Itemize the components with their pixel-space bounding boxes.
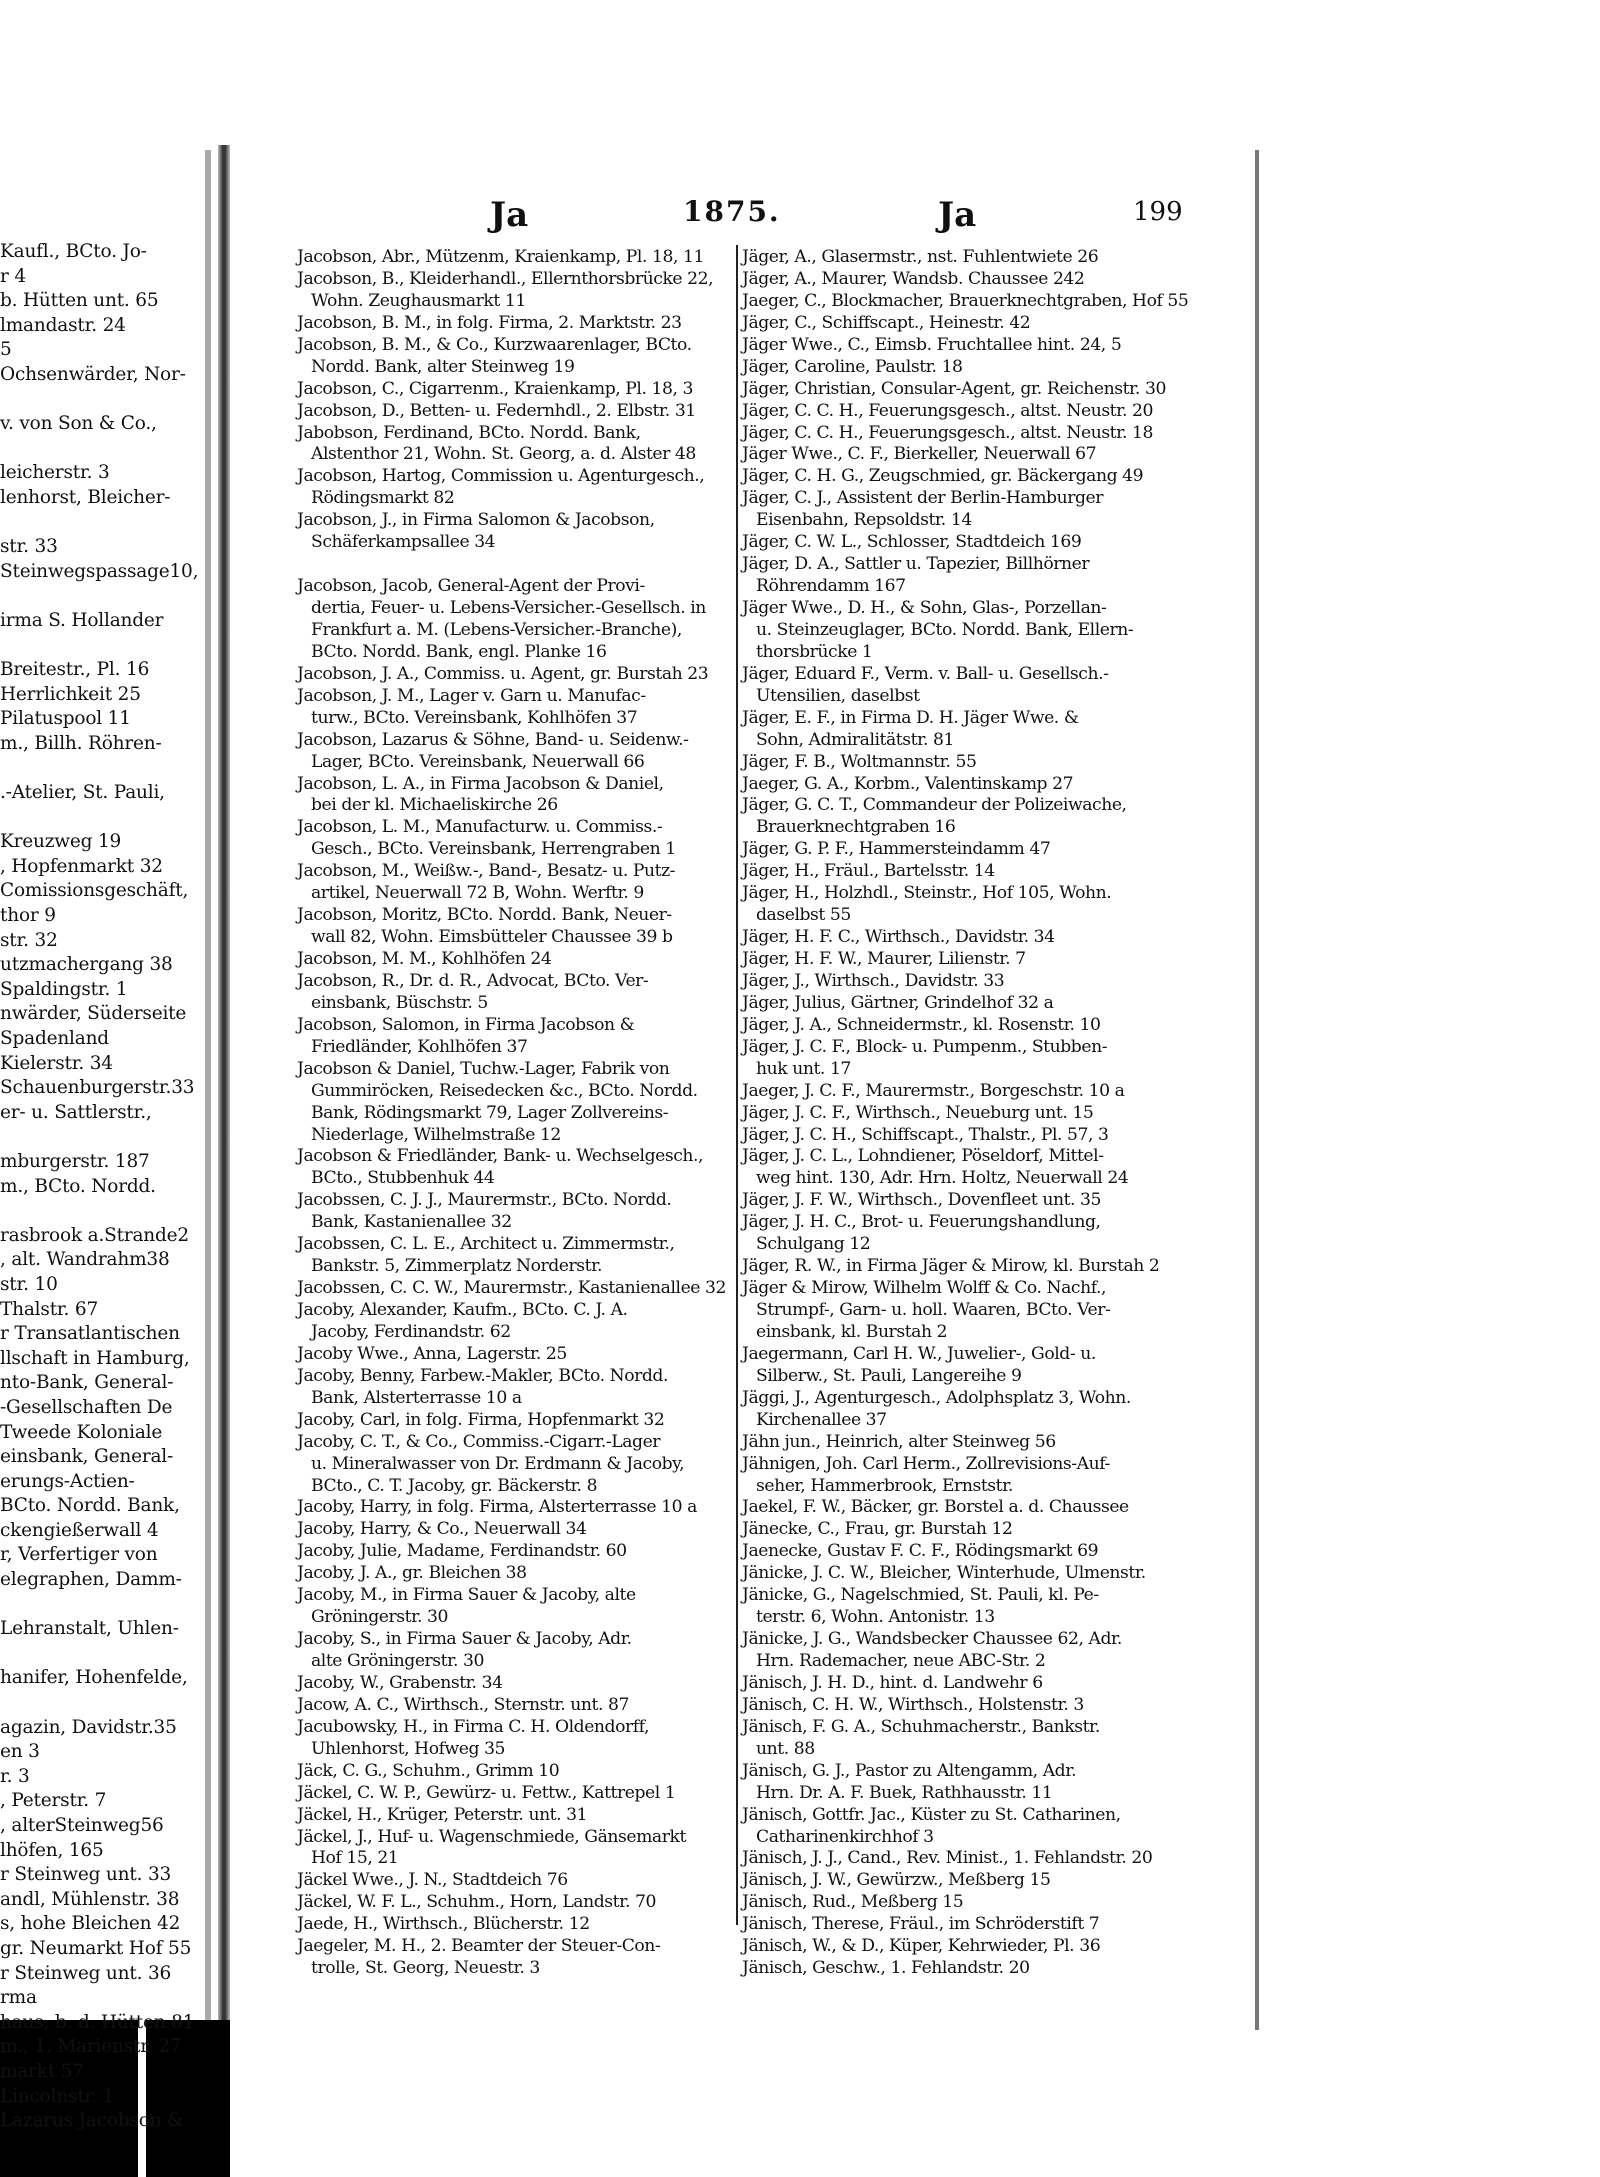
prev-page-line: er- u. Sattlerstr., <box>0 1101 152 1123</box>
prev-page-line: r Steinweg unt. 36 <box>0 1962 172 1984</box>
directory-entry-line: Jänisch, Gottfr. Jac., Küster zu St. Catharinen, <box>742 1804 1121 1825</box>
directory-entry-line: einsbank, Büschstr. 5 <box>311 992 488 1013</box>
directory-entry-line: Schäferkampsallee 34 <box>311 532 496 553</box>
header-left-label: Ja <box>490 195 529 235</box>
directory-entry-line: Jänisch, G. J., Pastor zu Altengamm, Adr. <box>742 1760 1077 1781</box>
directory-entry-line: Jacobssen, C. L. E., Architect u. Zimmermstr., <box>297 1234 675 1255</box>
directory-entry-line: Jänisch, J. J., Cand., Rev. Minist., 1. Fehlandstr. 20 <box>742 1848 1153 1869</box>
directory-entry-line: Brauerknechtgraben 16 <box>756 817 956 838</box>
directory-entry-line: Jäger, C. C. H., Feuerungsgesch., altst. Neustr. 18 <box>742 422 1154 443</box>
directory-entry-line: u. Mineralwasser von Dr. Erdmann & Jacoby, <box>311 1453 685 1474</box>
directory-entry-line: u. Steinzeuglager, BCto. Nordd. Bank, Ellern- <box>756 619 1134 640</box>
prev-page-line: hanifer, Hohenfelde, <box>0 1667 188 1689</box>
directory-entry-line: Jäckel, H., Krüger, Peterstr. unt. 31 <box>297 1804 588 1825</box>
prev-page-line: Schauenburgerstr.33 <box>0 1077 195 1099</box>
prev-page-line <box>0 388 200 413</box>
directory-entry-line: Jaekel, F. W., Bäcker, gr. Borstel a. d. Chaussee <box>742 1497 1129 1518</box>
directory-entry-line: Jänecke, C., Frau, gr. Burstah 12 <box>742 1519 1013 1540</box>
prev-page-line: Comissionsgeschäft, <box>0 880 189 902</box>
directory-entry-line: Hrn. Dr. A. F. Buek, Rathhausstr. 11 <box>756 1782 1053 1803</box>
directory-entry-line: Jäger, J. H. C., Brot- u. Feuerungshandlung, <box>742 1212 1101 1233</box>
directory-entry-line: Jäger, Julius, Gärtner, Grindelhof 32 a <box>742 992 1054 1013</box>
prev-page-line: Steinwegspassage10, <box>0 560 199 582</box>
directory-entry-line: Jäger, A., Maurer, Wandsb. Chaussee 242 <box>742 268 1085 289</box>
prev-page-line: , alt. Wandrahm38 <box>0 1249 170 1271</box>
prev-page-line: Lincolnstr. 1 <box>0 2085 115 2107</box>
directory-entry-line: Jäger, Caroline, Paulstr. 18 <box>742 356 963 377</box>
directory-entry-line: Jähnigen, Joh. Carl Herm., Zollrevisions-Auf- <box>742 1453 1110 1474</box>
directory-entry-line: Jaegeler, M. H., 2. Beamter der Steuer-Con- <box>297 1936 661 1957</box>
directory-entry-line: Jäger & Mirow, Wilhelm Wolff & Co. Nachf., <box>742 1278 1107 1299</box>
prev-page-line <box>0 1691 200 1716</box>
prev-page-line: m., Billh. Röhren- <box>0 732 162 754</box>
directory-entry-line: Bank, Rödingsmarkt 79, Lager Zollvereins- <box>311 1102 669 1123</box>
directory-entry-line: Jacoby, C. T., & Co., Commiss.-Cigarr.-Lager <box>297 1431 661 1452</box>
directory-entry-line: Jacobson, Hartog, Commission u. Agenturgesch., <box>297 466 705 487</box>
prev-page-line: agazin, Davidstr.35 <box>0 1716 177 1738</box>
directory-entry-line: Jäckel Wwe., J. N., Stadtdeich 76 <box>297 1870 568 1891</box>
directory-entry-line: Jacobson, Salomon, in Firma Jacobson & <box>297 1014 635 1035</box>
directory-entry-line: Jäger, H., Fräul., Bartelsstr. 14 <box>742 861 995 882</box>
directory-entry-line: Jänisch, W., & D., Küper, Kehrwieder, Pl. 36 <box>742 1936 1101 1957</box>
prev-page-line <box>0 437 200 462</box>
directory-page <box>290 195 1220 1995</box>
directory-entry-line: Jacobson, R., Dr. d. R., Advocat, BCto. Ver- <box>297 970 649 991</box>
prev-page-line: Pilatuspool 11 <box>0 708 131 730</box>
directory-entry-line: Gesch., BCto. Vereinsbank, Herrengraben 1 <box>311 839 676 860</box>
prev-page-line: str. 33 <box>0 536 58 558</box>
prev-page-line: einsbank, General- <box>0 1446 174 1468</box>
directory-entry-line: Jacoby Wwe., Anna, Lagerstr. 25 <box>297 1343 567 1364</box>
directory-entry-line: Jäger, D. A., Sattler u. Tapezier, Billhörner <box>742 554 1090 575</box>
directory-entry-line: Jäger, J. F. W., Wirthsch., Dovenfleet unt. 35 <box>742 1190 1102 1211</box>
directory-entry-line: Jacobson, M., Weißw.-, Band-, Besatz- u. Putz- <box>297 861 676 882</box>
scan-margin-right <box>1262 0 1600 2177</box>
prev-page-line: str. 32 <box>0 929 58 951</box>
directory-entry-line: Uhlenhorst, Hofweg 35 <box>311 1738 506 1759</box>
directory-entry-line: Jacoby, Harry, & Co., Neuerwall 34 <box>297 1519 587 1540</box>
prev-page-line: erungs-Actien- <box>0 1470 135 1492</box>
directory-entry-line: Jaegermann, Carl H. W., Juwelier-, Gold- u. <box>742 1343 1096 1364</box>
prev-page-line: llschaft in Hamburg, <box>0 1347 190 1369</box>
directory-entry-line: Jaede, H., Wirthsch., Blücherstr. 12 <box>297 1914 590 1935</box>
directory-entry-line: Jäger, G. C. T., Commandeur der Polizeiwache, <box>742 795 1127 816</box>
directory-entry-line: Bankstr. 5, Zimmerplatz Norderstr. <box>311 1256 603 1277</box>
prev-page-line: mburgerstr. 187 <box>0 1150 150 1172</box>
prev-page-line: r. 3 <box>0 1765 30 1787</box>
directory-entry-line: Jänicke, J. G., Wandsbecker Chaussee 62, Adr. <box>742 1629 1122 1650</box>
prev-page-line: utzmachergang 38 <box>0 954 173 976</box>
directory-entry-line: Jacoby, Harry, in folg. Firma, Alsterterrasse 10 a <box>297 1497 697 1518</box>
prev-page-line: Breitestr., Pl. 16 <box>0 659 150 681</box>
directory-entry-line: Jacobson, Moritz, BCto. Nordd. Bank, Neuer- <box>297 905 672 926</box>
directory-entry-line: Jäger, C. W. L., Schlosser, Stadtdeich 169 <box>742 532 1082 553</box>
directory-entry-line: Jäger Wwe., C., Eimsb. Fruchtallee hint. 24, 5 <box>742 334 1122 355</box>
directory-entry-line: Jäger, J. C. H., Schiffscapt., Thalstr., Pl. 57, 3 <box>742 1124 1109 1145</box>
directory-entry-line: huk unt. 17 <box>756 1058 851 1079</box>
directory-entry-line: Jäckel, C. W. P., Gewürz- u. Fettw., Kattrepel 1 <box>297 1782 676 1803</box>
prev-page-line: BCto. Nordd. Bank, <box>0 1495 180 1517</box>
entries-column-left <box>297 247 737 1980</box>
directory-entry-line: BCto., C. T. Jacoby, gr. Bäckerstr. 8 <box>311 1475 598 1496</box>
directory-entry-line: daselbst 55 <box>756 905 851 926</box>
directory-entry-line: Jacobson, C., Cigarrenm., Kraienkamp, Pl. 18, 3 <box>297 378 693 399</box>
directory-entry-line: bei der kl. Michaeliskirche 26 <box>311 795 558 816</box>
directory-entry-line: Alstenthor 21, Wohn. St. Georg, a. d. Alster 48 <box>311 444 696 465</box>
directory-entry-line: Jäger, J. C. F., Wirthsch., Neueburg unt. 15 <box>742 1102 1094 1123</box>
directory-entry-line: Niederlage, Wilhelmstraße 12 <box>311 1124 561 1145</box>
directory-entry-line: Jabobson, Ferdinand, BCto. Nordd. Bank, <box>297 422 641 443</box>
directory-entry-line: Gummiröcken, Reisedecken &c., BCto. Nordd. <box>311 1080 698 1101</box>
directory-entry-line: Jacobson, D., Betten- u. Federnhdl., 2. Elbstr. 31 <box>297 400 696 421</box>
prev-page-line: en 3 <box>0 1741 40 1763</box>
directory-entry-line: Jäckel, J., Huf- u. Wagenschmiede, Gänsemarkt <box>297 1826 686 1847</box>
prev-page-line <box>0 1593 200 1618</box>
header-year: 1875. <box>683 195 781 228</box>
prev-page-line: nto-Bank, General- <box>0 1372 174 1394</box>
directory-entry-line: dertia, Feuer- u. Lebens-Versicher.-Gesellsch. in <box>311 598 706 618</box>
directory-entry-line: Jaenecke, Gustav F. C. F., Rödingsmarkt 69 <box>742 1541 1099 1562</box>
directory-entry-line: Jacoby, W., Grabenstr. 34 <box>297 1672 503 1693</box>
directory-entry-line: Strumpf-, Garn- u. holl. Waaren, BCto. Ver- <box>756 1300 1111 1320</box>
directory-entry-line: Jacobson, L. A., in Firma Jacobson & Daniel, <box>297 773 664 794</box>
directory-entry-line: Jacobson, J. A., Commiss. u. Agent, gr. Burstah 23 <box>297 663 709 684</box>
directory-entry-line: Jäger, C. J., Assistent der Berlin-Hamburger <box>742 488 1104 509</box>
directory-entry-line: seher, Hammerbrook, Ernststr. <box>756 1475 1013 1496</box>
prev-page-line: v. von Son & Co., <box>0 413 157 435</box>
directory-entry-line: Jäger, J. A., Schneidermstr., kl. Rosenstr. 10 <box>742 1014 1101 1035</box>
page-shadow <box>205 150 211 2020</box>
directory-entry-line <box>297 554 737 576</box>
directory-entry-line: Kirchenallee 37 <box>756 1409 887 1430</box>
directory-entry-line: wall 82, Wohn. Eimsbütteler Chaussee 39 b <box>311 927 673 948</box>
directory-entry-line: Jäck, C. G., Schuhm., Grimm 10 <box>297 1760 560 1781</box>
prev-page-line: Tweede Koloniale <box>0 1421 163 1443</box>
prev-page-line: -Gesellschaften De <box>0 1396 173 1418</box>
directory-entry-line: Lager, BCto. Vereinsbank, Neuerwall 66 <box>311 751 645 772</box>
prev-page-line: leicherstr. 3 <box>0 462 110 484</box>
directory-entry-line: Bank, Alsterterrasse 10 a <box>311 1387 522 1408</box>
prev-page-line <box>0 1642 200 1667</box>
directory-entry-line: Jänicke, G., Nagelschmied, St. Pauli, kl. Pe- <box>742 1585 1099 1606</box>
prev-page-line: , Hopfenmarkt 32 <box>0 855 163 877</box>
directory-entry-line: Nordd. Bank, alter Steinweg 19 <box>311 356 575 377</box>
directory-entry-line: Jänicke, J. C. W., Bleicher, Winterhude, Ulmenstr. <box>742 1563 1146 1584</box>
header-right-label: Ja <box>938 195 977 235</box>
prev-page-line: m., 1. Marienstr. 27 <box>0 2036 182 2058</box>
prev-page-line: Ochsenwärder, Nor- <box>0 363 186 385</box>
prev-page-line: r 4 <box>0 265 26 287</box>
directory-entry-line: Jänisch, J. H. D., hint. d. Landwehr 6 <box>742 1672 1043 1693</box>
page-number: 199 <box>1133 197 1183 227</box>
directory-entry-line: Röhrendamm 167 <box>756 576 906 597</box>
directory-entry-line: Jacoby, Alexander, Kaufm., BCto. C. J. A. <box>297 1300 628 1320</box>
directory-entry-line: Jäger, R. W., in Firma Jäger & Mirow, kl. Burstah 2 <box>742 1256 1160 1277</box>
directory-entry-line: terstr. 6, Wohn. Antonistr. 13 <box>756 1607 995 1628</box>
directory-entry-line: Jacoby, Ferdinandstr. 62 <box>311 1321 511 1342</box>
directory-entry-line: Jäger, H. F. C., Wirthsch., Davidstr. 34 <box>742 927 1055 948</box>
directory-entry-line: Frankfurt a. M. (Lebens-Versicher.-Branche), <box>311 619 682 640</box>
directory-entry-line: Jacobson, J. M., Lager v. Garn u. Manufac- <box>297 685 646 706</box>
directory-entry-line: Jacubowsky, H., in Firma C. H. Oldendorff, <box>297 1716 649 1737</box>
prev-page-line: lmandastr. 24 <box>0 314 126 336</box>
prev-page-line: s, hohe Bleichen 42 <box>0 1913 181 1935</box>
directory-entry-line: Jäger, C., Schiffscapt., Heinestr. 42 <box>742 312 1031 333</box>
prev-page-line <box>0 756 200 781</box>
prev-page-line: ckengießerwall 4 <box>0 1519 159 1541</box>
directory-entry-line: Jäger, J. C. L., Lohndiener, Pöseldorf, Mittel- <box>742 1146 1104 1167</box>
directory-entry-line: Jacow, A. C., Wirthsch., Sternstr. unt. 87 <box>297 1694 629 1715</box>
prev-page-line: Herrlichkeit 25 <box>0 683 141 705</box>
prev-page-line: , Peterstr. 7 <box>0 1790 107 1812</box>
directory-entry-line: Jäger, H., Holzhdl., Steinstr., Hof 105, Wohn. <box>742 883 1112 904</box>
prev-page-line: Spadenland <box>0 1028 109 1049</box>
prev-page-line: r Transatlantischen <box>0 1323 180 1345</box>
directory-entry-line: Jäger, Christian, Consular-Agent, gr. Reichenstr. 30 <box>742 378 1166 399</box>
directory-entry-line: Jacobssen, C. C. W., Maurermstr., Kastanienallee 32 <box>297 1278 726 1299</box>
prev-page-line: rasbrook a.Strande2 <box>0 1224 189 1246</box>
directory-entry-line: Jäger, J. C. F., Block- u. Pumpenm., Stubben- <box>742 1036 1108 1057</box>
directory-entry-line: Gröningerstr. 30 <box>311 1607 448 1628</box>
directory-entry-line: weg hint. 130, Adr. Hrn. Holtz, Neuerwall 24 <box>756 1168 1129 1189</box>
directory-entry-line: Jänisch, Geschw., 1. Fehlandstr. 20 <box>742 1958 1030 1979</box>
previous-page-fragment <box>0 240 200 2132</box>
directory-entry-line: Jacobson, M. M., Kohlhöfen 24 <box>297 949 552 969</box>
directory-entry-line: trolle, St. Georg, Neuestr. 3 <box>311 1958 540 1979</box>
page-edge <box>1255 150 1259 2030</box>
directory-entry-line: Jäger Wwe., D. H., & Sohn, Glas-, Porzellan- <box>742 598 1107 618</box>
directory-entry-line: Jacobson, B. M., & Co., Kurzwaarenlager, BCto. <box>297 334 692 355</box>
prev-page-line: Kaufl., BCto. Jo- <box>0 241 147 262</box>
page-header <box>290 195 1183 235</box>
directory-entry-line: Jacobson, Abr., Mützenm, Kraienkamp, Pl. 18, 11 <box>297 247 704 267</box>
directory-entry-line: Utensilien, daselbst <box>756 685 920 706</box>
prev-page-line: Kreuzweg 19 <box>0 831 122 853</box>
directory-entry-line: Jäger, E. F., in Firma D. H. Jäger Wwe. & <box>742 707 1079 728</box>
directory-entry-line: Hrn. Rademacher, neue ABC-Str. 2 <box>756 1651 1046 1671</box>
book-gutter <box>218 145 230 2025</box>
directory-entry-line: Jäger, C. H. G., Zeugschmied, gr. Bäckergang 49 <box>742 466 1144 487</box>
prev-page-line: 5 <box>0 339 12 361</box>
directory-entry-line: Jacoby, Julie, Madame, Ferdinandstr. 60 <box>297 1541 627 1562</box>
directory-entry-line: Silberw., St. Pauli, Langereihe 9 <box>756 1365 1022 1386</box>
prev-page-line: haus, b. d. Hütten 81 <box>0 2011 195 2033</box>
directory-entry-line: turw., BCto. Vereinsbank, Kohlhöfen 37 <box>311 707 638 728</box>
directory-entry-line: Jacobson & Daniel, Tuchw.-Lager, Fabrik von <box>297 1058 670 1079</box>
directory-entry-line: alte Gröningerstr. 30 <box>311 1651 485 1671</box>
directory-entry-line: Jänisch, Therese, Fräul., im Schröderstift 7 <box>742 1914 1100 1935</box>
prev-page-line <box>0 511 200 536</box>
directory-entry-line: Jäger Wwe., C. F., Bierkeller, Neuerwall 67 <box>742 444 1097 465</box>
directory-entry-line: Jacoby, S., in Firma Sauer & Jacoby, Adr. <box>297 1629 632 1650</box>
prev-page-line: , alterSteinweg56 <box>0 1815 164 1836</box>
directory-entry-line: Jänisch, Rud., Meßberg 15 <box>742 1892 964 1913</box>
directory-entry-line: Hof 15, 21 <box>311 1848 399 1869</box>
directory-entry-line: Jaeger, C., Blockmacher, Brauerknechtgraben, Hof 55 <box>742 290 1189 311</box>
prev-page-line <box>0 1125 200 1150</box>
directory-entry-line: Jaeger, G. A., Korbm., Valentinskamp 27 <box>742 773 1074 794</box>
directory-entry-line: einsbank, kl. Burstah 2 <box>756 1321 948 1342</box>
directory-entry-line: Friedländer, Kohlhöfen 37 <box>311 1036 528 1057</box>
prev-page-line <box>0 634 200 659</box>
directory-entry-line: Sohn, Admiralitätstr. 81 <box>756 729 954 750</box>
prev-page-line: str. 10 <box>0 1273 58 1295</box>
directory-entry-line: Jäger, H. F. W., Maurer, Lilienstr. 7 <box>742 949 1026 969</box>
prev-page-line: Spaldingstr. 1 <box>0 978 128 1000</box>
prev-page-line: r Steinweg unt. 33 <box>0 1864 172 1886</box>
directory-entry-line: Jänisch, C. H. W., Wirthsch., Holstenstr. 3 <box>742 1694 1084 1715</box>
directory-entry-line: unt. 88 <box>756 1738 815 1759</box>
directory-entry-line: Jäger, Eduard F., Verm. v. Ball- u. Gesellsch.- <box>742 663 1109 684</box>
directory-entry-line: Rödingsmarkt 82 <box>311 488 455 509</box>
prev-page-line: m., BCto. Nordd. <box>0 1175 156 1197</box>
directory-entry-line: BCto. Nordd. Bank, engl. Planke 16 <box>311 641 607 662</box>
directory-entry-line: Wohn. Zeughausmarkt 11 <box>311 290 526 311</box>
directory-entry-line: Jacoby, Carl, in folg. Firma, Hopfenmarkt 32 <box>297 1409 665 1430</box>
directory-entry-line: Jäger, G. P. F., Hammersteindamm 47 <box>742 839 1051 860</box>
prev-page-line: Lazarus Jacobson & <box>0 2110 184 2132</box>
prev-page-line: markt 57 <box>0 2060 84 2082</box>
directory-entry-line: thorsbrücke 1 <box>756 641 873 662</box>
entries-column-right <box>742 247 1189 1980</box>
directory-entry-line: Jäger, C. C. H., Feuerungsgesch., altst. Neustr. 20 <box>742 400 1154 421</box>
directory-entry-line: Jänisch, J. W., Gewürzw., Meßberg 15 <box>742 1870 1051 1891</box>
prev-page-line: .-Atelier, St. Pauli, <box>0 782 165 804</box>
directory-entry-line: Eisenbahn, Repsoldstr. 14 <box>756 510 972 531</box>
directory-entry-line: BCto., Stubbenhuk 44 <box>311 1168 495 1189</box>
directory-entry-line: artikel, Neuerwall 72 B, Wohn. Werftr. 9 <box>311 883 644 904</box>
directory-entry-line: Jacoby, Benny, Farbew.-Makler, BCto. Nordd. <box>297 1365 668 1386</box>
column-divider <box>736 245 738 1925</box>
prev-page-line: thor 9 <box>0 905 56 927</box>
directory-entry-line: Jähn jun., Heinrich, alter Steinweg 56 <box>742 1431 1056 1452</box>
prev-page-line: Thalstr. 67 <box>0 1298 99 1320</box>
directory-entry-line: Jacobson, B. M., in folg. Firma, 2. Marktstr. 23 <box>297 312 682 333</box>
directory-entry-line: Jacobssen, C. J. J., Maurermstr., BCto. Nordd. <box>297 1190 672 1211</box>
directory-entry-line: Jacobson, L. M., Manufacturw. u. Commiss.- <box>297 817 663 838</box>
prev-page-line: Kielerstr. 34 <box>0 1052 113 1074</box>
directory-entry-line: Jacoby, M., in Firma Sauer & Jacoby, alte <box>297 1585 636 1606</box>
prev-page-line: irma S. Hollander <box>0 609 164 631</box>
directory-entry-line: Jäger, J., Wirthsch., Davidstr. 33 <box>742 970 1005 991</box>
prev-page-line: rma <box>0 1987 37 2009</box>
prev-page-line: lhöfen, 165 <box>0 1839 104 1861</box>
prev-page-line: andl, Mühlenstr. 38 <box>0 1888 180 1910</box>
prev-page-line: elegraphen, Damm- <box>0 1569 182 1591</box>
directory-entry-line: Jacobson, Lazarus & Söhne, Band- u. Seidenw.- <box>297 729 689 750</box>
directory-entry-line: Jacobson, B., Kleiderhandl., Ellernthorsbrücke 22, <box>297 268 714 289</box>
directory-entry-line: Jänisch, F. G. A., Schuhmacherstr., Bankstr. <box>742 1716 1100 1737</box>
prev-page-line: b. Hütten unt. 65 <box>0 290 159 312</box>
directory-entry-line: Jäckel, W. F. L., Schuhm., Horn, Landstr. 70 <box>297 1892 656 1913</box>
prev-page-line <box>0 584 200 609</box>
directory-entry-line: Jäger, A., Glasermstr., nst. Fuhlentwiete 26 <box>742 247 1099 267</box>
directory-entry-line: Catharinenkirchhof 3 <box>756 1826 934 1847</box>
directory-entry-line: Jäggi, J., Agenturgesch., Adolphsplatz 3, Wohn. <box>742 1387 1131 1408</box>
directory-entry-line: Jaeger, J. C. F., Maurermstr., Borgeschstr. 10 a <box>742 1080 1125 1101</box>
prev-page-line: lenhorst, Bleicher- <box>0 486 171 508</box>
prev-page-line <box>0 806 200 831</box>
directory-entry-line: Jacoby, J. A., gr. Bleichen 38 <box>297 1563 527 1584</box>
prev-page-line <box>0 1199 200 1224</box>
directory-entry-line: Jacobson, J., in Firma Salomon & Jacobson, <box>297 510 655 531</box>
directory-entry-line: Jäger, F. B., Woltmannstr. 55 <box>742 751 977 772</box>
prev-page-line: gr. Neumarkt Hof 55 <box>0 1937 192 1959</box>
prev-page-line: nwärder, Süderseite <box>0 1003 187 1025</box>
prev-page-line: r, Verfertiger von <box>0 1544 158 1566</box>
directory-entry-line: Schulgang 12 <box>756 1234 871 1255</box>
directory-entry-line: Jacobson, Jacob, General-Agent der Provi- <box>297 576 645 597</box>
prev-page-line: Lehranstalt, Uhlen- <box>0 1618 179 1640</box>
directory-entry-line: Bank, Kastanienallee 32 <box>311 1212 512 1233</box>
directory-entry-line: Jacobson & Friedländer, Bank- u. Wechselgesch., <box>297 1146 704 1167</box>
